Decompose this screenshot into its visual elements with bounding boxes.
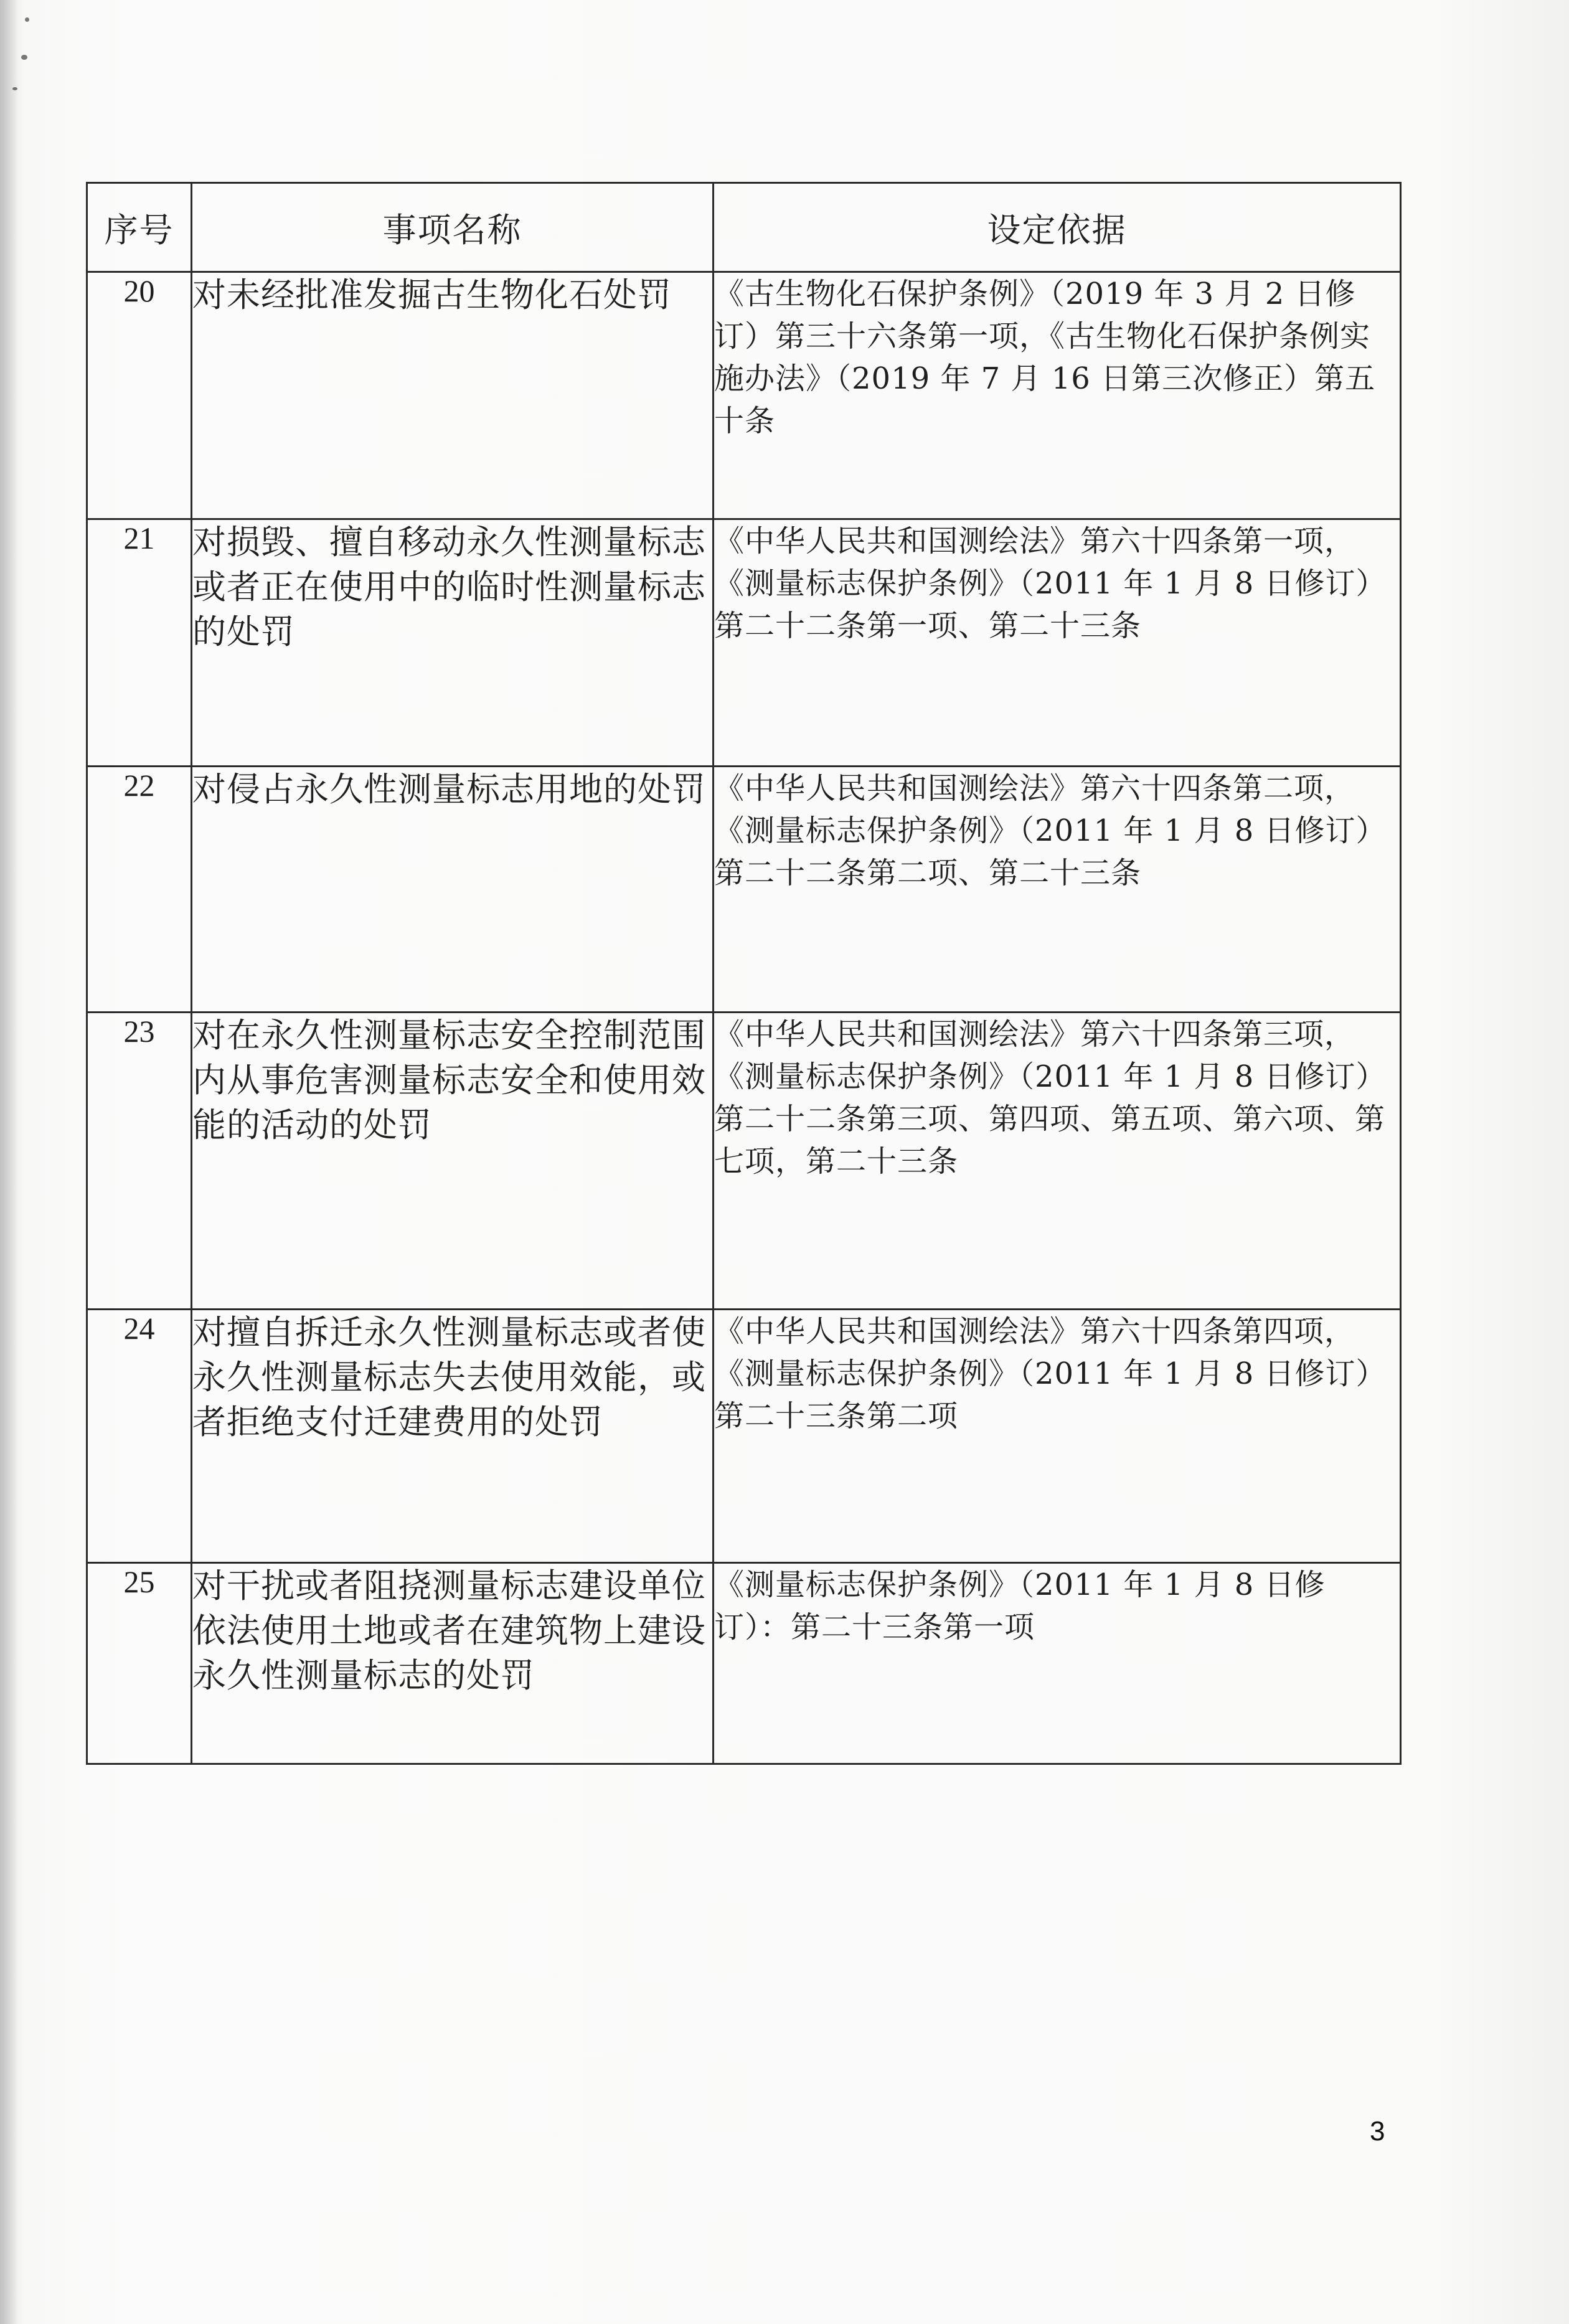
- row-item-name-text: 对侵占永久性测量标志用地的处罚: [192, 770, 706, 809]
- row-index-text: 22: [123, 768, 155, 803]
- row-index-text: 21: [123, 521, 155, 555]
- row-item-name: [192, 767, 714, 1013]
- row-legal-basis-text: 《测量标志保护条例》（2011 年 1 月 8 日修订）：第二十三条第一项: [714, 1567, 1326, 1645]
- table-row: [87, 272, 1401, 519]
- row-legal-basis-text: 《中华人民共和国测绘法》第六十四条第二项，《测量标志保护条例》（2011 年 1 月 8 日修订）第二十二条第二项、第二十三条: [714, 771, 1387, 890]
- row-index-text: 23: [123, 1014, 155, 1049]
- table-row: [87, 1563, 1401, 1764]
- row-legal-basis-text: 《古生物化石保护条例》（2019 年 3 月 2 日修订）第三十六条第一项，《古生物化石保护条例实施办法》（2019 年 7 月 16 日第三次修正）第五十条: [714, 276, 1376, 438]
- header-legal-basis: 设定依据: [714, 183, 1401, 272]
- table-header-row: [87, 183, 1401, 272]
- row-legal-basis: [714, 767, 1401, 1013]
- header-item-name: 事项名称: [192, 183, 714, 272]
- row-index: [87, 1013, 192, 1310]
- row-item-name: [192, 1563, 714, 1764]
- page-number: 3: [1370, 2116, 1385, 2147]
- row-legal-basis: [714, 1310, 1401, 1563]
- row-index: [87, 519, 192, 767]
- scan-binding-shadow: [0, 0, 19, 2324]
- row-item-name: [192, 519, 714, 767]
- scan-speck: [21, 55, 27, 60]
- row-item-name-text: 对干扰或者阻挠测量标志建设单位依法使用土地或者在建筑物上建设永久性测量标志的处罚: [192, 1566, 706, 1695]
- row-item-name-text: 对损毁、擅自移动永久性测量标志或者正在使用中的临时性测量标志的处罚: [192, 522, 706, 651]
- row-item-name-text: 对在永久性测量标志安全控制范围内从事危害测量标志安全和使用效能的活动的处罚: [192, 1016, 706, 1145]
- scan-speck: [12, 87, 17, 90]
- row-index: [87, 1563, 192, 1764]
- row-legal-basis: [714, 272, 1401, 519]
- row-legal-basis: [714, 1563, 1401, 1764]
- row-index-text: 25: [123, 1564, 155, 1599]
- table-row: [87, 1013, 1401, 1310]
- row-item-name-text: 对未经批准发掘古生物化石处罚: [192, 275, 672, 314]
- row-item-name: [192, 272, 714, 519]
- row-legal-basis: [714, 1013, 1401, 1310]
- table-row: [87, 1310, 1401, 1563]
- row-legal-basis-text: 《中华人民共和国测绘法》第六十四条第一项，《测量标志保护条例》（2011 年 1 月 8 日修订）第二十二条第一项、第二十三条: [714, 524, 1387, 643]
- table-row: [87, 767, 1401, 1013]
- row-legal-basis-text: 《中华人民共和国测绘法》第六十四条第四项，《测量标志保护条例》（2011 年 1 月 8 日修订）第二十三条第二项: [714, 1314, 1387, 1434]
- row-legal-basis: [714, 519, 1401, 767]
- row-legal-basis-text: 《中华人民共和国测绘法》第六十四条第三项，《测量标志保护条例》（2011 年 1 月 8 日修订）第二十二条第三项、第四项、第五项、第六项、第七项，第二十三条: [714, 1017, 1387, 1179]
- table-row: [87, 519, 1401, 767]
- header-index: 序号: [87, 183, 192, 272]
- scan-speck: [25, 17, 29, 22]
- enforcement-items-table: [86, 182, 1402, 1765]
- row-item-name: [192, 1310, 714, 1563]
- row-index: [87, 272, 192, 519]
- row-index: [87, 1310, 192, 1563]
- row-item-name-text: 对擅自拆迁永久性测量标志或者使永久性测量标志失去使用效能，或者拒绝支付迁建费用的处罚: [192, 1313, 706, 1442]
- row-index: [87, 767, 192, 1013]
- row-index-text: 24: [123, 1311, 155, 1346]
- row-item-name: [192, 1013, 714, 1310]
- row-index-text: 20: [123, 273, 155, 308]
